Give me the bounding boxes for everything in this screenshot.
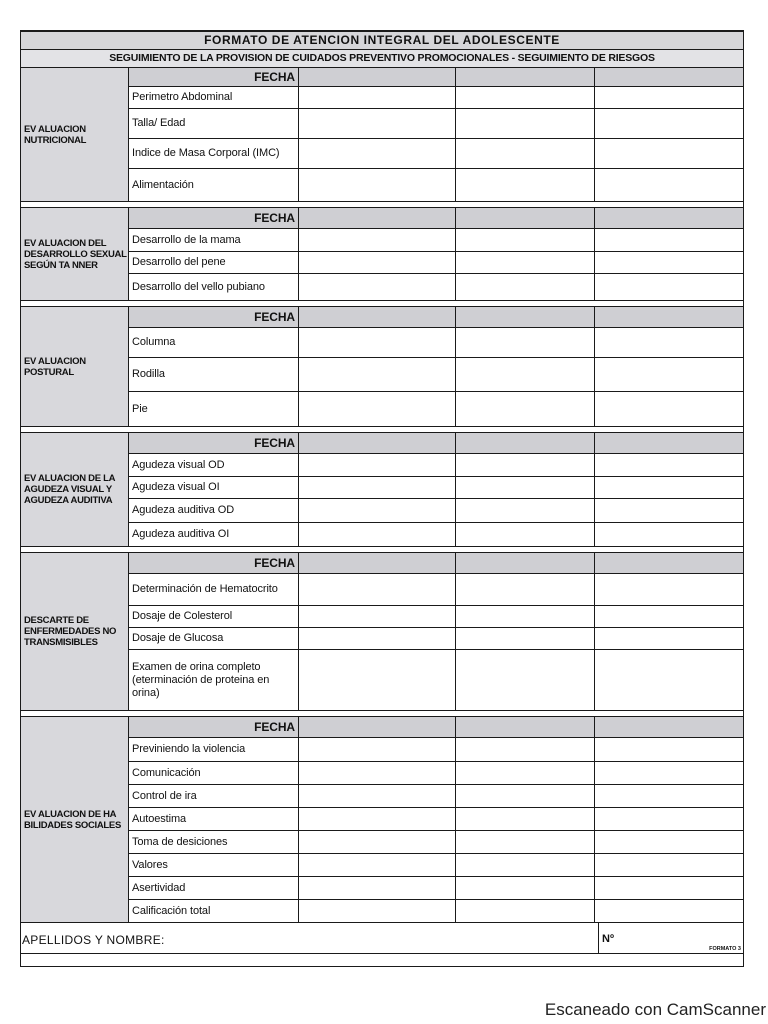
entry-cell[interactable] bbox=[595, 831, 743, 853]
table-row bbox=[129, 477, 743, 499]
entry-cell[interactable] bbox=[595, 738, 743, 761]
table-row bbox=[129, 454, 743, 477]
fecha-date-cell[interactable] bbox=[456, 68, 595, 86]
entry-cell[interactable] bbox=[595, 900, 743, 922]
form-section bbox=[21, 552, 743, 710]
row-label: Rodilla bbox=[129, 358, 299, 391]
row-label: Determinación de Hematocrito bbox=[129, 574, 299, 605]
section-rows bbox=[129, 433, 743, 546]
fecha-row bbox=[129, 553, 743, 574]
entry-cell[interactable] bbox=[456, 87, 595, 108]
form-code: FORMATO 3 bbox=[709, 946, 741, 952]
section-rows bbox=[129, 553, 743, 710]
row-label: Agudeza auditiva OI bbox=[129, 523, 299, 546]
entry-cell[interactable] bbox=[299, 392, 456, 426]
entry-cell[interactable] bbox=[456, 785, 595, 807]
table-row bbox=[129, 831, 743, 854]
entry-cell[interactable] bbox=[299, 523, 456, 546]
entry-cell[interactable] bbox=[456, 523, 595, 546]
entry-cell[interactable] bbox=[595, 477, 743, 498]
form-header bbox=[21, 30, 743, 68]
row-label: Examen de orina completo (eterminación de proteina en orina) bbox=[129, 650, 299, 710]
form-title: FORMATO DE ATENCION INTEGRAL DEL ADOLESCENTE bbox=[21, 32, 743, 50]
fecha-label: FECHA bbox=[129, 307, 299, 327]
name-field[interactable] bbox=[21, 923, 599, 953]
fecha-date-cell[interactable] bbox=[595, 68, 743, 86]
table-row bbox=[129, 650, 743, 710]
entry-cell[interactable] bbox=[299, 169, 456, 201]
entry-cell[interactable] bbox=[595, 574, 743, 605]
form-section bbox=[21, 306, 743, 426]
entry-cell[interactable] bbox=[456, 139, 595, 168]
row-label: Dosaje de Glucosa bbox=[129, 628, 299, 649]
form-section bbox=[21, 68, 743, 201]
entry-cell[interactable] bbox=[299, 854, 456, 876]
row-label: Alimentación bbox=[129, 169, 299, 201]
row-label: Autoestima bbox=[129, 808, 299, 830]
row-label: Calificación total bbox=[129, 900, 299, 922]
section-rows bbox=[129, 208, 743, 300]
section-label: EV ALUACION DE HA BILIDADES SOCIALES bbox=[21, 717, 129, 922]
table-row bbox=[129, 358, 743, 392]
entry-cell[interactable] bbox=[595, 762, 743, 784]
fecha-row bbox=[129, 433, 743, 454]
entry-cell[interactable] bbox=[299, 762, 456, 784]
entry-cell[interactable] bbox=[456, 499, 595, 522]
section-label: EV ALUACION NUTRICIONAL bbox=[21, 68, 129, 201]
entry-cell[interactable] bbox=[456, 358, 595, 391]
row-label: Valores bbox=[129, 854, 299, 876]
entry-cell[interactable] bbox=[595, 392, 743, 426]
entry-cell[interactable] bbox=[595, 454, 743, 476]
row-label: Talla/ Edad bbox=[129, 109, 299, 138]
fecha-date-cell[interactable] bbox=[456, 433, 595, 453]
fecha-label: FECHA bbox=[129, 717, 299, 737]
row-label: Pie bbox=[129, 392, 299, 426]
entry-cell[interactable] bbox=[456, 762, 595, 784]
fecha-date-cell[interactable] bbox=[299, 553, 456, 573]
entry-cell[interactable] bbox=[456, 328, 595, 357]
table-row bbox=[129, 274, 743, 300]
table-row bbox=[129, 877, 743, 900]
entry-cell[interactable] bbox=[299, 808, 456, 830]
entry-cell[interactable] bbox=[299, 109, 456, 138]
fecha-date-cell[interactable] bbox=[299, 433, 456, 453]
row-label: Desarrollo del vello pubiano bbox=[129, 274, 299, 300]
entry-cell[interactable] bbox=[299, 328, 456, 357]
form-footer bbox=[21, 922, 743, 953]
entry-cell[interactable] bbox=[595, 785, 743, 807]
fecha-label: FECHA bbox=[129, 553, 299, 573]
entry-cell[interactable] bbox=[595, 252, 743, 273]
entry-cell[interactable] bbox=[456, 477, 595, 498]
entry-cell[interactable] bbox=[299, 900, 456, 922]
section-label: DESCARTE DE ENFERMEDADES NO TRANSMISIBLES bbox=[21, 553, 129, 710]
entry-cell[interactable] bbox=[299, 628, 456, 649]
entry-cell[interactable] bbox=[595, 499, 743, 522]
row-label: Control de ira bbox=[129, 785, 299, 807]
entry-cell[interactable] bbox=[456, 274, 595, 300]
fecha-date-cell[interactable] bbox=[299, 208, 456, 228]
entry-cell[interactable] bbox=[299, 606, 456, 627]
row-label: Toma de desiciones bbox=[129, 831, 299, 853]
fecha-date-cell[interactable] bbox=[595, 717, 743, 737]
row-label: Columna bbox=[129, 328, 299, 357]
row-label: Agudeza auditiva OD bbox=[129, 499, 299, 522]
entry-cell[interactable] bbox=[456, 606, 595, 627]
table-row bbox=[129, 87, 743, 109]
entry-cell[interactable] bbox=[595, 169, 743, 201]
entry-cell[interactable] bbox=[299, 499, 456, 522]
entry-cell[interactable] bbox=[299, 785, 456, 807]
table-row bbox=[129, 606, 743, 628]
fecha-row bbox=[129, 208, 743, 229]
row-label: Asertividad bbox=[129, 877, 299, 899]
fecha-date-cell[interactable] bbox=[456, 307, 595, 327]
table-row bbox=[129, 785, 743, 808]
entry-cell[interactable] bbox=[595, 606, 743, 627]
fecha-date-cell[interactable] bbox=[595, 553, 743, 573]
entry-cell[interactable] bbox=[456, 877, 595, 899]
table-row bbox=[129, 523, 743, 546]
number-label: Nº bbox=[602, 933, 614, 945]
adolescent-care-form bbox=[20, 30, 744, 967]
entry-cell[interactable] bbox=[595, 523, 743, 546]
entry-cell[interactable] bbox=[595, 808, 743, 830]
entry-cell[interactable] bbox=[299, 650, 456, 710]
fecha-date-cell[interactable] bbox=[456, 553, 595, 573]
section-rows bbox=[129, 307, 743, 426]
fecha-date-cell[interactable] bbox=[299, 68, 456, 86]
row-label: Indice de Masa Corporal (IMC) bbox=[129, 139, 299, 168]
table-row bbox=[129, 574, 743, 606]
entry-cell[interactable] bbox=[299, 454, 456, 476]
fecha-row bbox=[129, 68, 743, 87]
form-section bbox=[21, 716, 743, 922]
fecha-date-cell[interactable] bbox=[595, 433, 743, 453]
table-row bbox=[129, 499, 743, 523]
entry-cell[interactable] bbox=[299, 831, 456, 853]
fecha-date-cell[interactable] bbox=[595, 307, 743, 327]
entry-cell[interactable] bbox=[299, 252, 456, 273]
section-rows bbox=[129, 717, 743, 922]
table-row bbox=[129, 252, 743, 274]
fecha-date-cell[interactable] bbox=[299, 307, 456, 327]
entry-cell[interactable] bbox=[595, 139, 743, 168]
footer-margin bbox=[21, 953, 743, 966]
entry-cell[interactable] bbox=[595, 358, 743, 391]
entry-cell[interactable] bbox=[456, 738, 595, 761]
fecha-row bbox=[129, 717, 743, 738]
table-row bbox=[129, 109, 743, 139]
fecha-date-cell[interactable] bbox=[299, 717, 456, 737]
entry-cell[interactable] bbox=[456, 650, 595, 710]
entry-cell[interactable] bbox=[456, 169, 595, 201]
row-label: Dosaje de Colesterol bbox=[129, 606, 299, 627]
fecha-label: FECHA bbox=[129, 433, 299, 453]
fecha-date-cell[interactable] bbox=[595, 208, 743, 228]
section-label: EV ALUACION POSTURAL bbox=[21, 307, 129, 426]
table-row bbox=[129, 628, 743, 650]
entry-cell[interactable] bbox=[456, 229, 595, 251]
entry-cell[interactable] bbox=[456, 392, 595, 426]
row-label: Previniendo la violencia bbox=[129, 738, 299, 761]
table-row bbox=[129, 392, 743, 426]
entry-cell[interactable] bbox=[595, 328, 743, 357]
row-label: Perimetro Abdominal bbox=[129, 87, 299, 108]
fecha-label: FECHA bbox=[129, 68, 299, 86]
entry-cell[interactable] bbox=[299, 877, 456, 899]
entry-cell[interactable] bbox=[595, 650, 743, 710]
entry-cell[interactable] bbox=[595, 877, 743, 899]
entry-cell[interactable] bbox=[299, 358, 456, 391]
entry-cell[interactable] bbox=[299, 477, 456, 498]
entry-cell[interactable] bbox=[299, 574, 456, 605]
table-row bbox=[129, 169, 743, 201]
table-row bbox=[129, 328, 743, 358]
entry-cell[interactable] bbox=[595, 87, 743, 108]
entry-cell[interactable] bbox=[595, 229, 743, 251]
entry-cell[interactable] bbox=[456, 454, 595, 476]
entry-cell[interactable] bbox=[299, 139, 456, 168]
fecha-row bbox=[129, 307, 743, 328]
table-row bbox=[129, 762, 743, 785]
entry-cell[interactable] bbox=[456, 854, 595, 876]
entry-cell[interactable] bbox=[595, 854, 743, 876]
entry-cell[interactable] bbox=[299, 738, 456, 761]
row-label: Agudeza visual OI bbox=[129, 477, 299, 498]
entry-cell[interactable] bbox=[595, 628, 743, 649]
table-row bbox=[129, 229, 743, 252]
name-label: APELLIDOS Y NOMBRE: bbox=[22, 933, 165, 947]
entry-cell[interactable] bbox=[456, 109, 595, 138]
entry-cell[interactable] bbox=[456, 831, 595, 853]
form-subtitle: SEGUIMIENTO DE LA PROVISION DE CUIDADOS PREVENTIVO PROMOCIONALES - SEGUIMIENTO DE RIESGOS bbox=[21, 50, 743, 68]
entry-cell[interactable] bbox=[456, 900, 595, 922]
fecha-label: FECHA bbox=[129, 208, 299, 228]
form-section bbox=[21, 207, 743, 300]
table-row bbox=[129, 854, 743, 877]
entry-cell[interactable] bbox=[456, 574, 595, 605]
fecha-date-cell[interactable] bbox=[456, 208, 595, 228]
entry-cell[interactable] bbox=[456, 252, 595, 273]
section-rows bbox=[129, 68, 743, 201]
entry-cell[interactable] bbox=[595, 274, 743, 300]
entry-cell[interactable] bbox=[595, 109, 743, 138]
row-label: Desarrollo del pene bbox=[129, 252, 299, 273]
entry-cell[interactable] bbox=[299, 87, 456, 108]
entry-cell[interactable] bbox=[299, 229, 456, 251]
row-label: Comunicación bbox=[129, 762, 299, 784]
table-row bbox=[129, 738, 743, 762]
section-label: EV ALUACION DE LA AGUDEZA VISUAL Y AGUDEZA AUDITIVA bbox=[21, 433, 129, 546]
form-section bbox=[21, 432, 743, 546]
number-field[interactable] bbox=[599, 923, 743, 953]
table-row bbox=[129, 139, 743, 169]
table-row bbox=[129, 900, 743, 922]
form-sections bbox=[21, 68, 743, 922]
table-row bbox=[129, 808, 743, 831]
row-label: Desarrollo de la mama bbox=[129, 229, 299, 251]
entry-cell[interactable] bbox=[456, 808, 595, 830]
scanner-watermark: Escaneado con CamScanner bbox=[544, 1000, 766, 1019]
section-label: EV ALUACION DEL DESARROLLO SEXUAL SEGÚN TA NNER bbox=[21, 208, 129, 300]
fecha-date-cell[interactable] bbox=[456, 717, 595, 737]
entry-cell[interactable] bbox=[299, 274, 456, 300]
entry-cell[interactable] bbox=[456, 628, 595, 649]
row-label: Agudeza visual OD bbox=[129, 454, 299, 476]
